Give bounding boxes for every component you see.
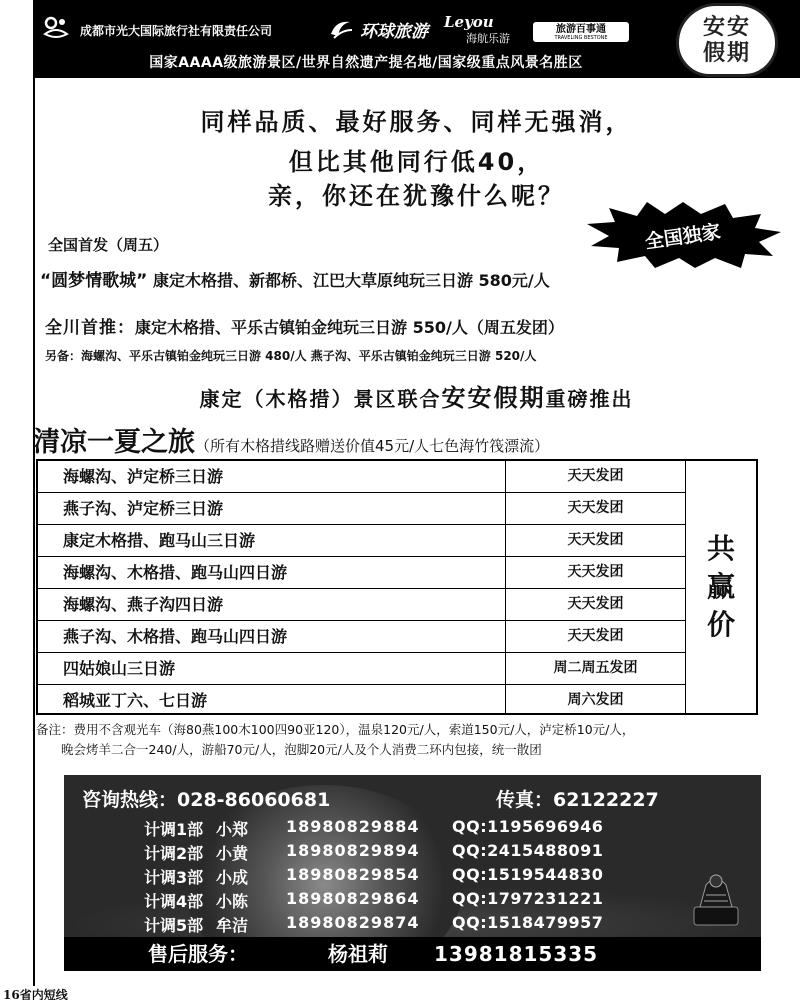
jointly-launch	[33, 378, 800, 413]
route-name: 海螺沟、木格措、跑马山四日游	[38, 557, 506, 588]
route-schedule: 周二周五发团	[506, 653, 686, 684]
route2-line	[45, 313, 564, 338]
winwin-char-1: 共	[706, 532, 735, 565]
route-name: 四姑娘山三日游	[38, 653, 506, 684]
cool-title: 清凉一夏之旅	[33, 427, 195, 458]
contact-phone: 18980829874	[286, 913, 420, 932]
brand-logo	[328, 16, 428, 42]
route1-line	[40, 266, 550, 291]
aftersales-name: 杨祖莉	[328, 942, 388, 966]
company-name: 成都市光大国际旅行社有限责任公司	[80, 24, 273, 38]
figurine-decoration-icon	[686, 867, 746, 929]
exclusive-starburst	[583, 200, 783, 270]
contact-qq: QQ:1195696946	[452, 817, 604, 836]
remarks-line-1: 备注：费用不含观光车（海80燕100木100四90亚120），温泉120元/人，索道150元/人，泸定桥10元/人，	[36, 722, 635, 737]
route-schedule: 天天发团	[506, 557, 686, 588]
contact-row	[144, 889, 603, 913]
company-logo-icon	[42, 14, 70, 42]
brand-name: 环球旅游	[360, 21, 428, 42]
contact-phone: 18980829864	[286, 889, 420, 908]
route-name: 燕子沟、泸定桥三日游	[38, 493, 506, 524]
aftersales-bar	[64, 937, 761, 971]
contact-row	[144, 817, 603, 841]
winwin-char-3: 价	[706, 608, 735, 641]
route2-text: 康定木格措、平乐古镇铂金纯玩三日游 550/人（周五发团）	[135, 318, 564, 337]
route-schedule: 天天发团	[506, 461, 686, 492]
route2-tag: 全川首推：	[45, 318, 135, 338]
contact-qq: QQ:1519544830	[452, 865, 604, 884]
route-name: 康定木格措、跑马山三日游	[38, 525, 506, 556]
jointly-c: 重磅推出	[545, 387, 634, 411]
remarks-line-2: 晚会烤羊二合一240/人，游船70元/人，泡脚20元/人及个人消费二环内包接，统一散团	[61, 742, 542, 757]
contact-dept: 计调1部	[144, 820, 204, 839]
contact-qq: QQ:2415488091	[452, 841, 604, 860]
contact-dept: 计调5部	[144, 916, 204, 935]
starburst-text: 全国独家	[643, 220, 723, 254]
contact-row	[144, 865, 603, 889]
page-footer: 16省内短线	[3, 988, 68, 1000]
hotline-panel	[64, 775, 761, 937]
route-name: 海螺沟、泸定桥三日游	[38, 461, 506, 492]
fax-label: 传真：62122227	[496, 789, 659, 811]
slogan-2: 但比其他同行低40，	[288, 148, 545, 176]
contact-name: 小成	[216, 868, 249, 887]
route-schedule: 天天发团	[506, 525, 686, 556]
header-subtitle: 国家AAAA级旅游景区/世界自然遗产提名地/国家级重点风景名胜区	[149, 55, 583, 71]
jointly-a: 康定（木格措）景区联合	[199, 387, 442, 411]
contact-row	[144, 841, 603, 865]
badge-cn: 旅游百事通	[556, 23, 606, 35]
slogan-1: 同样品质、最好服务、同样无强消，	[200, 108, 633, 136]
logo-line-1: 安安	[702, 14, 751, 40]
leyou-cn: 海航乐游	[466, 32, 510, 45]
table-row	[38, 461, 686, 493]
winwin-char-2: 赢	[706, 570, 735, 603]
table-row	[38, 525, 686, 557]
route-name: 燕子沟、木格措、跑马山四日游	[38, 621, 506, 652]
first-release: 全国首发（周五）	[48, 236, 169, 254]
backup-routes: 另备：海螺沟、平乐古镇铂金纯玩三日游 480/人 燕子沟、平乐古镇铂金纯玩三日游 520/人	[45, 349, 537, 363]
jointly-b: 安安假期	[441, 384, 546, 412]
contact-name: 小郑	[216, 820, 249, 839]
hotline-label: 咨询热线：028-86060681	[82, 789, 331, 811]
contact-phone: 18980829884	[286, 817, 420, 836]
route-name: 海螺沟、燕子沟四日游	[38, 589, 506, 620]
table-row	[38, 557, 686, 589]
route-schedule: 天天发团	[506, 493, 686, 524]
contact-qq: QQ:1797231221	[452, 889, 604, 908]
bestone-badge	[533, 22, 629, 42]
route-schedule: 天天发团	[506, 621, 686, 652]
slogan-3: 亲，你还在犹豫什么呢？	[268, 182, 565, 210]
routes-table	[36, 459, 758, 715]
swirl-icon	[328, 16, 354, 42]
winwin-price	[686, 461, 756, 713]
route1-quote: “圆梦情歌城”	[40, 271, 148, 291]
route-schedule: 天天发团	[506, 589, 686, 620]
aftersales-label: 售后服务：	[148, 942, 248, 966]
aftersales-phone: 13981815335	[434, 942, 599, 966]
contact-dept: 计调2部	[144, 844, 204, 863]
anan-holiday-logo	[676, 3, 778, 77]
leyou-en: Leyou	[444, 13, 494, 31]
route-name: 稻城亚丁六、七日游	[38, 685, 506, 713]
contact-phone: 18980829854	[286, 865, 420, 884]
table-row	[38, 621, 686, 653]
cool-note: （所有木格措线路赠送价值45元/人七色海竹筏漂流）	[195, 437, 550, 455]
contact-name: 小黄	[216, 844, 249, 863]
logo-line-2: 假期	[702, 40, 751, 66]
contact-phone: 18980829894	[286, 841, 420, 860]
leyou-logo	[444, 12, 510, 45]
contact-dept: 计调4部	[144, 892, 204, 911]
table-row	[38, 685, 686, 713]
table-row	[38, 653, 686, 685]
contact-qq: QQ:1518479957	[452, 913, 604, 932]
contact-name: 牟洁	[216, 916, 249, 935]
remarks	[36, 720, 758, 760]
table-row	[38, 589, 686, 621]
cool-summer-line	[33, 420, 549, 459]
contact-name: 小陈	[216, 892, 249, 911]
contact-row	[144, 913, 603, 937]
route-schedule: 周六发团	[506, 685, 686, 713]
badge-en: TRAVELING BESTONE	[554, 34, 608, 41]
table-row	[38, 493, 686, 525]
route1-text: 康定木格措、新都桥、江巴大草原纯玩三日游 580元/人	[152, 271, 550, 290]
contact-dept: 计调3部	[144, 868, 204, 887]
